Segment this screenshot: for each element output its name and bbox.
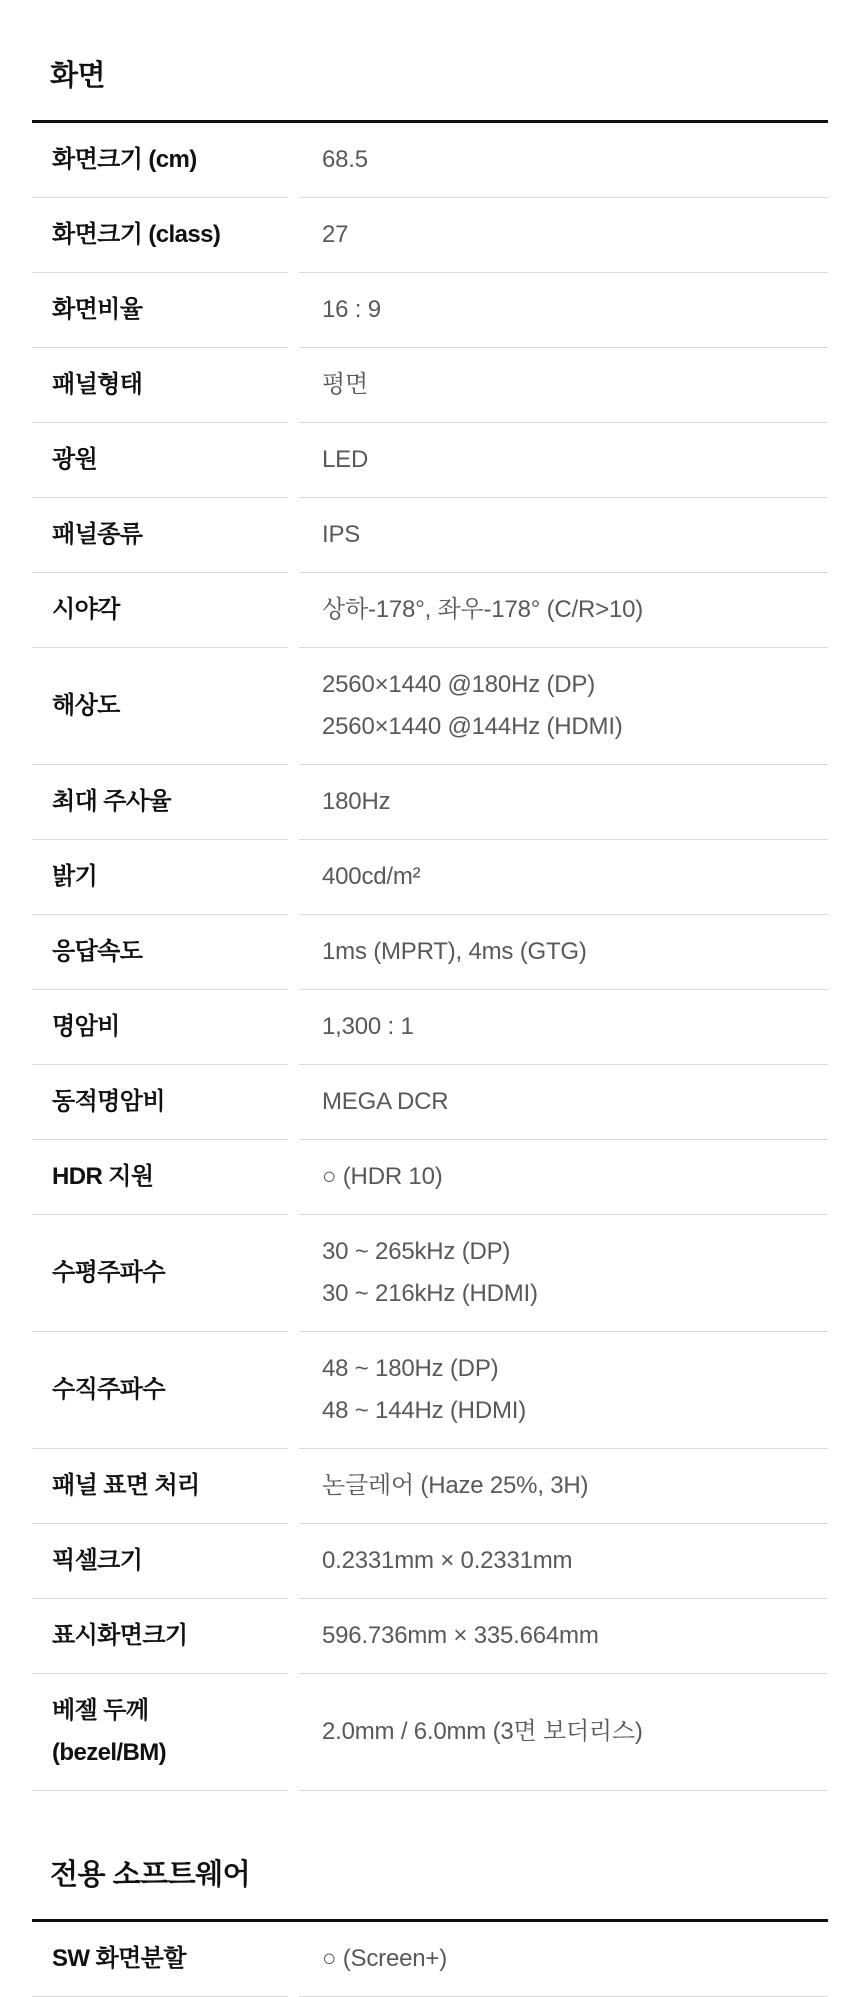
spec-value: 400cd/m² [299, 840, 828, 915]
column-gap [288, 1332, 299, 1449]
spec-page [0, 56, 860, 1997]
spec-value: ○ (HDR 10) [299, 1140, 828, 1215]
table-row [32, 840, 828, 915]
spec-value: 1,300 : 1 [299, 990, 828, 1065]
column-gap [288, 198, 299, 273]
spec-value: 68.5 [299, 123, 828, 198]
spec-label: 동적명암비 [32, 1065, 288, 1140]
spec-label: 표시화면크기 [32, 1599, 288, 1674]
table-row [32, 1140, 828, 1215]
spec-section [32, 56, 828, 1791]
column-gap [288, 273, 299, 348]
table-row [32, 1065, 828, 1140]
spec-value: 2560×1440 @180Hz (DP) 2560×1440 @144Hz (HDMI) [299, 648, 828, 765]
spec-value: MEGA DCR [299, 1065, 828, 1140]
spec-value: ○ (Screen+) [299, 1922, 828, 1997]
spec-label: 밝기 [32, 840, 288, 915]
spec-label: 베젤 두께 (bezel/BM) [32, 1674, 288, 1791]
table-row [32, 1332, 828, 1449]
column-gap [288, 1524, 299, 1599]
spec-value: 2.0mm / 6.0mm (3면 보더리스) [299, 1674, 828, 1791]
table-row [32, 273, 828, 348]
spec-value: 48 ~ 180Hz (DP) 48 ~ 144Hz (HDMI) [299, 1332, 828, 1449]
spec-value: 596.736mm × 335.664mm [299, 1599, 828, 1674]
spec-label: 패널형태 [32, 348, 288, 423]
spec-label: 최대 주사율 [32, 765, 288, 840]
column-gap [288, 1674, 299, 1791]
spec-value: 30 ~ 265kHz (DP) 30 ~ 216kHz (HDMI) [299, 1215, 828, 1332]
column-gap [288, 1065, 299, 1140]
spec-label: 응답속도 [32, 915, 288, 990]
spec-label: 픽셀크기 [32, 1524, 288, 1599]
table-row [32, 1599, 828, 1674]
spec-value: 논글레어 (Haze 25%, 3H) [299, 1449, 828, 1524]
spec-label: 광원 [32, 423, 288, 498]
spec-label: 해상도 [32, 648, 288, 765]
table-row [32, 498, 828, 573]
column-gap [288, 1140, 299, 1215]
spec-value: 상하-178°, 좌우-178° (C/R>10) [299, 573, 828, 648]
column-gap [288, 1922, 299, 1997]
spec-value: 16 : 9 [299, 273, 828, 348]
spec-value: 평면 [299, 348, 828, 423]
column-gap [288, 1599, 299, 1674]
column-gap [288, 498, 299, 573]
column-gap [288, 1215, 299, 1332]
spec-label: 화면크기 (cm) [32, 123, 288, 198]
table-row [32, 1674, 828, 1791]
spec-value: 180Hz [299, 765, 828, 840]
spec-label: 시야각 [32, 573, 288, 648]
spec-table-body [32, 1922, 828, 1997]
table-row [32, 990, 828, 1065]
column-gap [288, 648, 299, 765]
table-row [32, 648, 828, 765]
column-gap [288, 990, 299, 1065]
spec-label: 패널 표면 처리 [32, 1449, 288, 1524]
spec-sections [32, 56, 828, 1997]
table-row [32, 198, 828, 273]
spec-value: IPS [299, 498, 828, 573]
column-gap [288, 348, 299, 423]
spec-table-body [32, 123, 828, 1791]
spec-value: 27 [299, 198, 828, 273]
table-row [32, 915, 828, 990]
spec-label: 화면비율 [32, 273, 288, 348]
table-row [32, 348, 828, 423]
column-gap [288, 423, 299, 498]
spec-label: 수직주파수 [32, 1332, 288, 1449]
table-row [32, 1215, 828, 1332]
column-gap [288, 915, 299, 990]
spec-table [32, 123, 828, 1791]
spec-label: 수평주파수 [32, 1215, 288, 1332]
table-row [32, 423, 828, 498]
table-row [32, 573, 828, 648]
spec-table [32, 1922, 828, 1997]
table-row [32, 1524, 828, 1599]
spec-label: 명암비 [32, 990, 288, 1065]
spec-value: 0.2331mm × 0.2331mm [299, 1524, 828, 1599]
spec-label: HDR 지원 [32, 1140, 288, 1215]
spec-section [32, 1855, 828, 1997]
column-gap [288, 840, 299, 915]
spec-label: SW 화면분할 [32, 1922, 288, 1997]
column-gap [288, 123, 299, 198]
spec-value: LED [299, 423, 828, 498]
column-gap [288, 573, 299, 648]
table-row [32, 1449, 828, 1524]
spec-label: 패널종류 [32, 498, 288, 573]
spec-label: 화면크기 (class) [32, 198, 288, 273]
table-row [32, 765, 828, 840]
column-gap [288, 765, 299, 840]
column-gap [288, 1449, 299, 1524]
section-title: 화면 [50, 60, 106, 92]
spec-value: 1ms (MPRT), 4ms (GTG) [299, 915, 828, 990]
section-title: 전용 소프트웨어 [50, 1859, 251, 1891]
table-row [32, 123, 828, 198]
table-row [32, 1922, 828, 1997]
